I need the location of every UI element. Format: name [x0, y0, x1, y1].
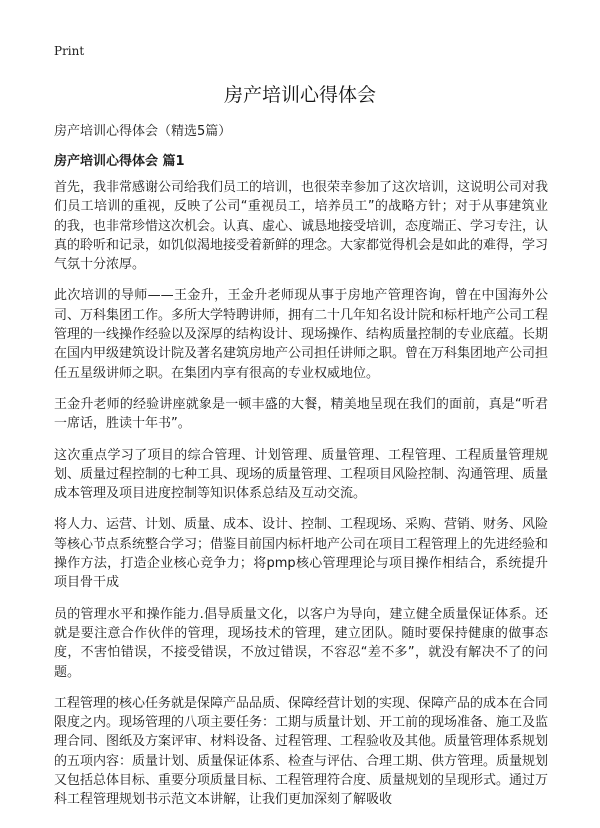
paragraph: 员的管理水平和操作能力.倡导质量文化，以客户为导向，建立健全质量保证体系。还就是要注意合作伙伴的管理，现场技术的管理，建立团队。随时要保持健康的做事态度，不害怕错误，不接受错误，不放过错误，不容忍“差不多”，就没有解决不了的问题。	[54, 606, 548, 680]
section-heading: 房产培训心得体会 篇1	[54, 154, 185, 169]
paragraph: 工程管理的核心任务就是保障产品品质、保障经营计划的实现、保障产品的成本在合同限度之内。现场管理的八项主要任务：工期与质量计划、开工前的现场准备、施工及监理合同、图纸及方案评审、材料设备、过程管理、工程验收及其他。质量管理体系规划的五项内容：质量计划、质量保证体系、检查与评估、合理工期、供方管理。质量规划又包括总体目标、重要分项质量目标、工程管理符合度、质量规划的呈现形式。通过万科工程管理规划书示范文本讲解，让我们更加深刻了解吸收	[54, 695, 549, 808]
paragraph: 这次重点学习了项目的综合管理、计划管理、质量管理、工程管理、工程质量管理规划、质量过程控制的七种工具、现场的质量管理、工程项目风险控制、沟通管理、质量成本管理及项目进度控制等知识体系总结及互动交流。	[54, 447, 549, 502]
paragraph: 将人力、运营、计划、质量、成本、设计、控制、工程现场、采购、营销、财务、风险等核心节点系统整合学习；借鉴目前国内标杆地产公司在项目工程管理上的先进经验和操作方法，打造企业核心竞争力；将pmp核心管理理论与项目操作相结合，系统提升项目骨干成	[54, 517, 549, 591]
document-body	[54, 178, 548, 822]
paragraph: 首先，我非常感谢公司给我们员工的培训，也很荣幸参加了这次培训，这说明公司对我们员工培训的重视，反映了公司“重视员工，培养员工”的战略方针；对于从事建筑业的我，也非常珍惜这次机会。认真、虚心、诚恳地接受培训，态度端正、学习专注，认真的聆听和记录，如饥似渴地接受着新鲜的理念。大家都觉得机会是如此的难得，学习气氛十分浓厚。	[54, 180, 549, 273]
document-title: 房产培训心得体会	[223, 84, 376, 106]
paragraph: 王金升老师的经验讲座就象是一顿丰盛的大餐，精美地呈现在我们的面前，真是“听君一席话，胜读十年书”。	[54, 396, 548, 432]
document-subtitle: 房产培训心得体会（精选5篇）	[54, 124, 232, 139]
paragraph: 此次培训的导师——王金升，王金升老师现从事于房地产管理咨询，曾在中国海外公司、万科集团工作。多所大学特聘讲师，拥有二十几年知名设计院和标杆地产公司工程管理的一线操作经验以及深厚的结构设计、现场操作、结构质量控制的专业底蕴。长期在国内甲级建筑设计院及著名建筑房地产公司担任讲师之职。曾在万科集团地产公司担任五星级讲师之职。在集团内享有很高的专业权威地位。	[54, 288, 549, 381]
print-label: Print	[54, 44, 85, 58]
